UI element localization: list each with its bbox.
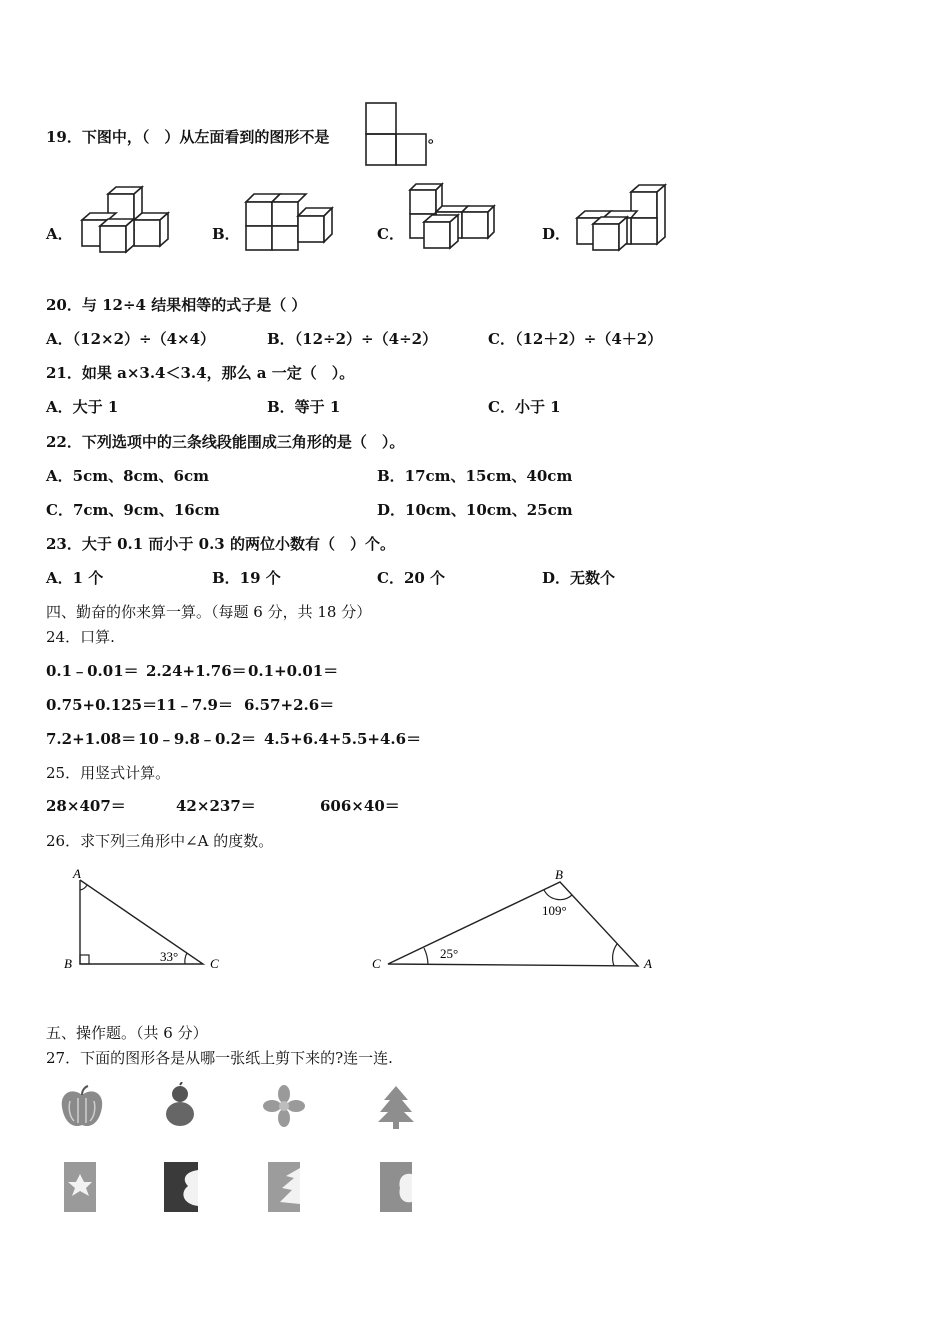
q25-item: 42×237＝ <box>176 797 256 815</box>
q23-text: 23．大于 0.1 而小于 0.3 的两位小数有（ ）个。 <box>46 535 395 553</box>
q24-text: 24．口算. <box>46 628 115 646</box>
q21-option-b: B．等于 1 <box>267 398 341 416</box>
paper-sheet-tree-hole-icon <box>266 1160 302 1214</box>
q24-item: 2.24+1.76＝ <box>146 662 247 680</box>
q23-option-a: A．1 个 <box>46 569 104 587</box>
q23-option-b: B．19 个 <box>212 569 281 587</box>
angle-a-arc <box>613 944 617 966</box>
q19-option-d-cubes <box>575 182 669 254</box>
right-angle-mark <box>80 955 89 964</box>
vertex-c-label: C <box>372 956 381 971</box>
q22-option-b: B．17cm、15cm、40cm <box>377 467 573 485</box>
vertex-a-label: A <box>73 866 81 881</box>
q19-option-c-label: C． <box>377 225 404 243</box>
q24-item: 10﹣9.8﹣0.2＝ <box>138 730 257 748</box>
q22-option-c: C．7cm、9cm、16cm <box>46 501 220 519</box>
vertex-b-label: B <box>64 956 72 971</box>
q24-item: 4.5+6.4+5.5+4.6＝ <box>264 730 422 748</box>
ref-square-top <box>366 103 396 134</box>
q22-option-d: D．10cm、10cm、25cm <box>377 501 573 519</box>
angle-c-value: 33° <box>160 949 179 964</box>
q21-option-a: A．大于 1 <box>46 398 119 416</box>
q24-item: 0.1+0.01＝ <box>248 662 339 680</box>
apple-shape-icon <box>58 1085 106 1131</box>
gourd-shape-icon <box>160 1082 200 1130</box>
q20-option-b: B．（12÷2）÷（4÷2） <box>267 330 438 348</box>
q20-option-a: A．（12×2）÷（4×4） <box>46 330 216 348</box>
q23-option-c: C．20 个 <box>377 569 446 587</box>
q26-text: 26．求下列三角形中∠A 的度数。 <box>46 832 274 850</box>
q25-item: 28×407＝ <box>46 797 126 815</box>
q26-triangle-2 <box>370 862 670 974</box>
paper-sheet-gourd-hole-icon <box>162 1160 200 1214</box>
q25-item: 606×40＝ <box>320 797 400 815</box>
vertex-a-label: A <box>644 956 652 971</box>
q22-option-a: A．5cm、8cm、6cm <box>46 467 209 485</box>
q27-text: 27．下面的图形各是从哪一张纸上剪下来的?连一连. <box>46 1049 393 1067</box>
q26-triangle-1 <box>60 862 230 974</box>
q20-option-c: C．（12＋2）÷（4＋2） <box>488 330 663 348</box>
angle-c-arc <box>424 948 428 965</box>
paper-sheet-apple-hole-icon <box>378 1160 414 1214</box>
angle-a-arc <box>80 885 87 890</box>
q24-item: 11﹣7.9＝ <box>156 696 233 714</box>
q19-text: 19．下图中，（ ）从左面看到的图形不是 <box>46 128 330 146</box>
q24-item: 7.2+1.08＝ <box>46 730 137 748</box>
q19-option-c-cubes <box>404 182 498 254</box>
ref-square-bottom-left <box>366 134 396 165</box>
q24-item: 0.1﹣0.01＝ <box>46 662 139 680</box>
q22-text: 22．下列选项中的三条线段能围成三角形的是（ ）。 <box>46 433 405 451</box>
section-5-heading: 五、操作题。（共 6 分） <box>46 1024 208 1042</box>
q23-option-d: D．无数个 <box>542 569 616 587</box>
q19-option-a-label: A． <box>46 225 73 243</box>
q19-tail: 。 <box>428 128 444 146</box>
q24-item: 6.57+2.6＝ <box>244 696 335 714</box>
q19-reference-view <box>364 101 428 167</box>
angle-c-arc <box>185 953 187 964</box>
q25-text: 25．用竖式计算。 <box>46 764 171 782</box>
q19-option-d-label: D． <box>542 225 571 243</box>
q19-option-a-cubes <box>80 184 170 256</box>
paper-sheet-star-hole-icon <box>62 1160 98 1214</box>
q24-item: 0.75+0.125＝ <box>46 696 158 714</box>
section-4-heading: 四、勤奋的你来算一算。（每题 6 分，共 18 分） <box>46 603 372 621</box>
angle-b-value: 109° <box>542 903 567 918</box>
q20-text: 20．与 12÷4 结果相等的式子是（ ） <box>46 296 307 314</box>
ref-square-bottom-right <box>396 134 426 165</box>
angle-c-value: 25° <box>440 946 459 961</box>
q19-option-b-label: B． <box>212 225 240 243</box>
vertex-c-label: C <box>210 956 219 971</box>
flower-shape-icon <box>262 1084 306 1128</box>
tree-shape-icon <box>374 1084 418 1130</box>
angle-b-arc <box>544 890 572 900</box>
q19-option-b-cubes <box>244 188 336 254</box>
q21-text: 21．如果 a×3.4＜3.4，那么 a 一定（ ）。 <box>46 364 355 382</box>
q21-option-c: C．小于 1 <box>488 398 561 416</box>
vertex-b-label: B <box>555 867 563 882</box>
